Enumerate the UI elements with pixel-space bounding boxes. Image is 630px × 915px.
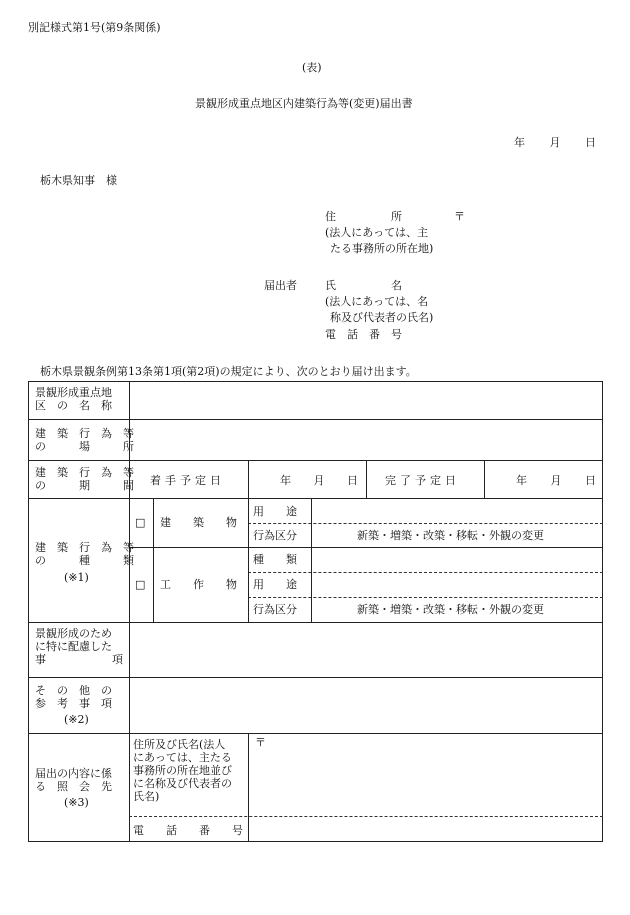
type-sub-divider — [248, 523, 603, 524]
end-date-field[interactable] — [516, 474, 596, 487]
address-note-1: (法人にあっては、主 — [325, 226, 429, 239]
other-items-field[interactable] — [130, 678, 602, 732]
contact-postal-mark: 〒 — [255, 736, 266, 749]
structure-use-field[interactable] — [312, 574, 602, 596]
page-title: 景観形成重点地区内建築行為等(変更)届出書 — [195, 97, 413, 110]
structure-act-class-label: 行為区分 — [253, 603, 297, 616]
front-label: (表) — [302, 61, 322, 74]
contact-phone-label: 電 話 番 号 — [133, 824, 243, 837]
start-date-field[interactable] — [280, 474, 358, 487]
end-month-label: 月 — [550, 474, 562, 487]
type-label: 建 築 行 為 等 の 種 類 — [35, 541, 134, 567]
period-label: 建 築 行 為 等 の 期 間 — [35, 466, 134, 492]
phone-label: 電 話 番 号 — [325, 328, 402, 341]
start-year-label: 年 — [280, 474, 291, 487]
period-divider — [366, 460, 367, 498]
name-note-2: 称及び代表者の氏名) — [330, 311, 434, 324]
form-id: 別記様式第1号(第9条関係) — [28, 21, 161, 34]
addressee: 栃木県知事 様 — [40, 174, 117, 187]
contact-note: (※3) — [64, 796, 89, 809]
notifier-label: 届出者 — [264, 279, 297, 292]
contact-divider — [129, 816, 603, 817]
considerations-label: 景観形成のため に特に配慮した 事 項 — [35, 627, 123, 666]
building-label: 建 築 物 — [160, 516, 237, 529]
building-use-label: 用 途 — [253, 505, 297, 518]
district-name-label: 景観形成重点地 区 の 名 称 — [35, 386, 112, 412]
end-day-label: 日 — [585, 474, 596, 487]
type-divider-v — [248, 498, 249, 622]
address-label: 住 所 — [325, 210, 402, 223]
address-note-2: たる事務所の所在地) — [330, 242, 434, 255]
date-line — [514, 136, 596, 149]
date-month-label: 月 — [549, 136, 561, 149]
considerations-field[interactable] — [130, 623, 602, 676]
intro-text: 栃木県景観条例第13条第1項(第2項)の規定により、次のとおり届け出ます。 — [40, 365, 417, 378]
type-divider — [129, 547, 603, 548]
end-date-label: 完了予定日 — [385, 474, 460, 487]
structure-label: 工 作 物 — [160, 578, 237, 591]
type-sub-divider — [248, 597, 603, 598]
contact-phone-field[interactable] — [249, 818, 602, 841]
structure-use-label: 用 途 — [253, 578, 297, 591]
location-label: 建 築 行 為 等 の 場 所 — [35, 427, 134, 453]
location-field[interactable] — [130, 420, 602, 459]
date-year-label: 年 — [514, 136, 525, 149]
period-divider — [484, 460, 485, 498]
postal-mark: 〒 — [454, 210, 465, 223]
row-divider — [28, 498, 603, 499]
contact-address-field[interactable] — [249, 734, 602, 815]
contact-address-label: 住所及び氏名(法人 にあっては、主たる 事務所の所在地並び に名称及び代表者の 氏名) — [133, 738, 232, 803]
structure-kind-field[interactable] — [312, 549, 602, 571]
period-divider — [248, 460, 249, 498]
start-date-label: 着手予定日 — [150, 474, 225, 487]
type-sub-divider — [248, 572, 603, 573]
row-divider — [28, 460, 603, 461]
other-items-note: (※2) — [64, 713, 89, 726]
building-act-options[interactable]: 新築・増築・改築・移転・外観の変更 — [357, 529, 544, 542]
type-note: (※1) — [64, 571, 89, 584]
district-name-field[interactable] — [130, 382, 602, 418]
building-checkbox[interactable]: □ — [135, 516, 146, 529]
contact-label: 届出の内容に係 る 照 会 先 — [35, 767, 112, 793]
building-use-field[interactable] — [312, 500, 602, 522]
name-label: 氏 名 — [325, 279, 402, 292]
end-year-label: 年 — [516, 474, 527, 487]
building-act-class-label: 行為区分 — [253, 529, 297, 542]
structure-kind-label: 種 類 — [253, 553, 297, 566]
structure-checkbox[interactable]: □ — [135, 578, 146, 591]
start-day-label: 日 — [347, 474, 358, 487]
date-day-label: 日 — [585, 136, 596, 149]
start-month-label: 月 — [313, 474, 325, 487]
other-items-label: そ の 他 の 参 考 事 項 — [35, 684, 112, 710]
structure-act-options[interactable]: 新築・増築・改築・移転・外観の変更 — [357, 603, 544, 616]
type-checkbox-divider — [153, 498, 154, 622]
name-note-1: (法人にあっては、名 — [325, 295, 429, 308]
